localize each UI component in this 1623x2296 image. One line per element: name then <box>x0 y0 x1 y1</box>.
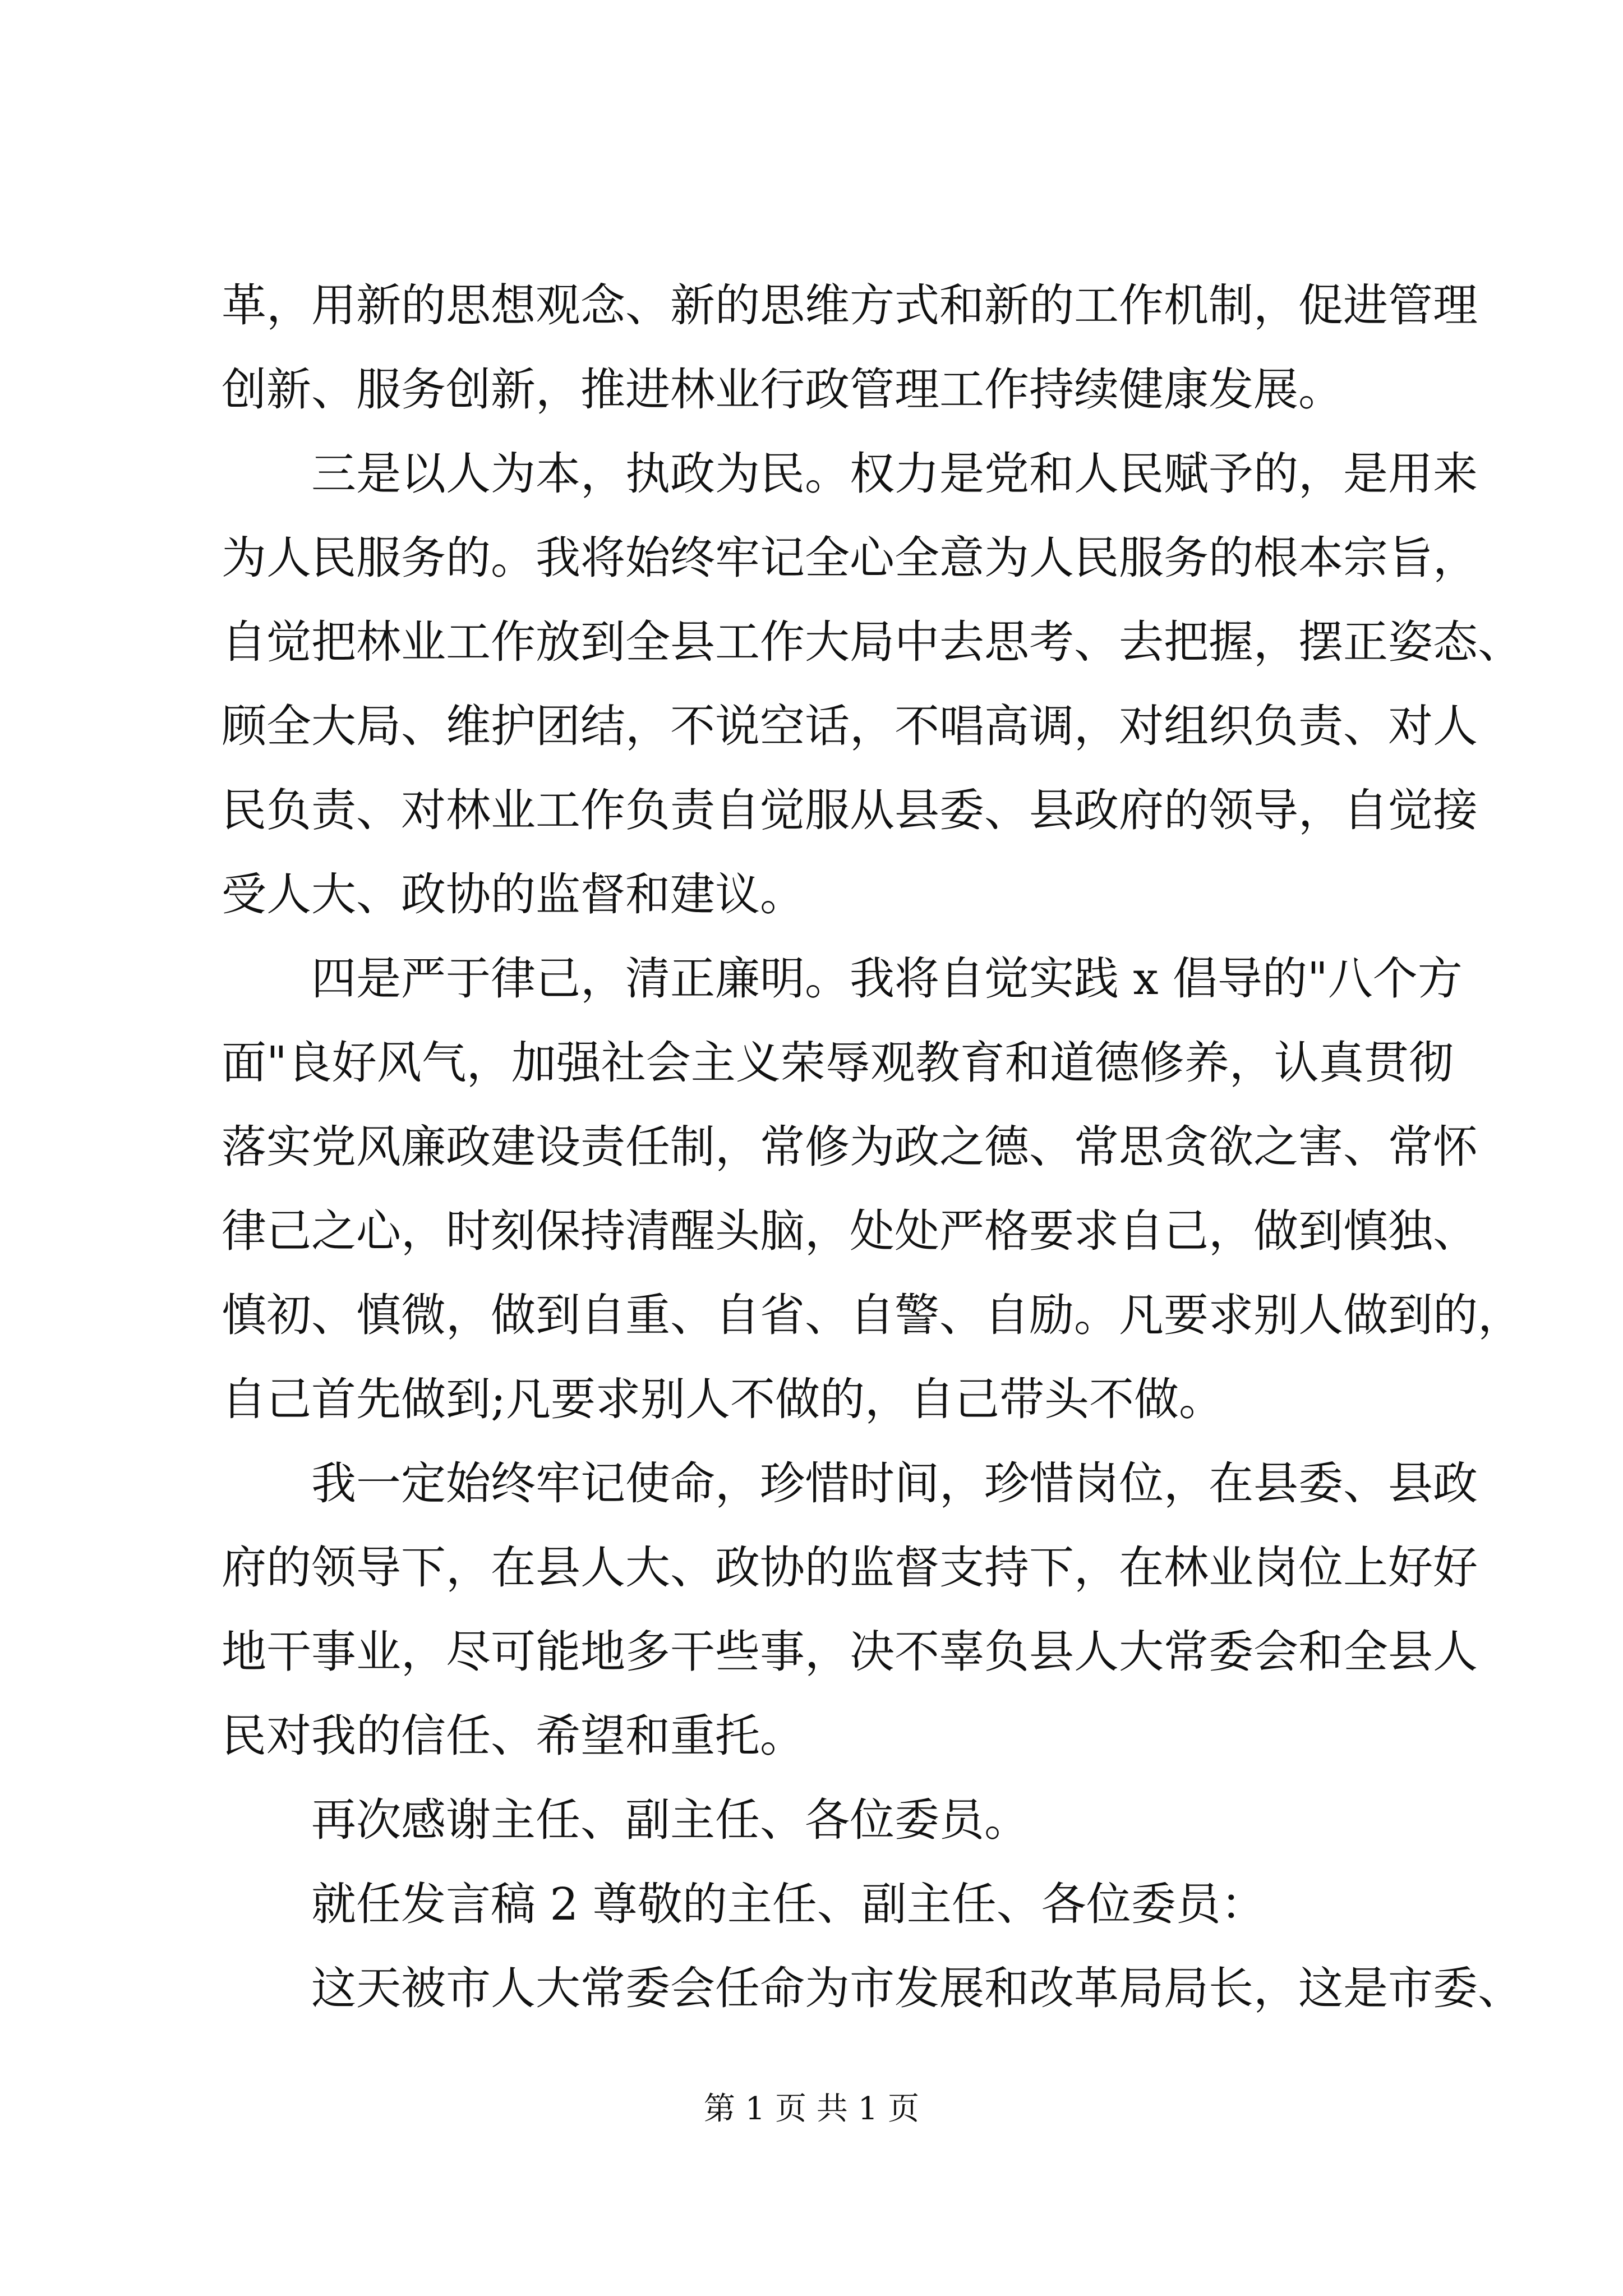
text-line: 律己之心，时刻保持清醒头脑，处处严格要求自己，做到慎独、 <box>222 1205 1478 1257</box>
text-line: 顾全大局、维护团结，不说空话，不唱高调，对组织负责、对人 <box>222 700 1478 752</box>
text-line: 慎初、慎微，做到自重、自省、自警、自励。凡要求别人做到的， <box>222 1289 1523 1341</box>
paragraph-start-line: 这天被市人大常委会任命为市发展和改革局局长，这是市委、 <box>311 1962 1523 2014</box>
text-line: 受人大、政协的监督和建议。 <box>222 868 805 921</box>
text-line: 地干事业，尽可能地多干些事，决不辜负县人大常委会和全县人 <box>222 1626 1478 1678</box>
text-line: 民负责、对林业工作负责自觉服从县委、县政府的领导，自觉接 <box>222 784 1478 836</box>
document-body <box>222 264 1523 2031</box>
text-line: 革，用新的思想观念、新的思维方式和新的工作机制，促进管理 <box>222 279 1478 332</box>
paragraph-start-line: 三是以人为本，执政为民。权力是党和人民赋予的，是用来 <box>311 448 1478 500</box>
paragraph-start-line: 我一定始终牢记使命，珍惜时间，珍惜岗位，在县委、县政 <box>311 1457 1478 1510</box>
text-line: 府的领导下，在县人大、政协的监督支持下，在林业岗位上好好 <box>222 1542 1478 1594</box>
paragraph-start-line: 四是严于律己，清正廉明。我将自觉实践 x 倡导的"八个方 <box>311 953 1463 1005</box>
page-number-footer: 第 1 页 共 1 页 <box>703 2091 920 2127</box>
text-line: 自己首先做到;凡要求别人不做的，自己带头不做。 <box>222 1373 1224 1425</box>
text-line: 面"良好风气，加强社会主义荣辱观教育和道德修养，认真贯彻 <box>222 1037 1454 1089</box>
paragraph-start-line: 再次感谢主任、副主任、各位委员。 <box>311 1794 1029 1846</box>
text-line: 自觉把林业工作放到全县工作大局中去思考、去把握，摆正姿态、 <box>222 616 1523 668</box>
text-line: 为人民服务的。我将始终牢记全心全意为人民服务的根本宗旨， <box>222 532 1478 584</box>
text-line: 落实党风廉政建设责任制，常修为政之德、常思贪欲之害、常怀 <box>222 1121 1478 1173</box>
text-line: 民对我的信任、希望和重托。 <box>222 1710 805 1762</box>
text-line: 创新、服务创新，推进林业行政管理工作持续健康发展。 <box>222 364 1343 416</box>
paragraph-start-line: 就任发言稿 2 尊敬的主任、副主任、各位委员： <box>311 1878 1266 1930</box>
